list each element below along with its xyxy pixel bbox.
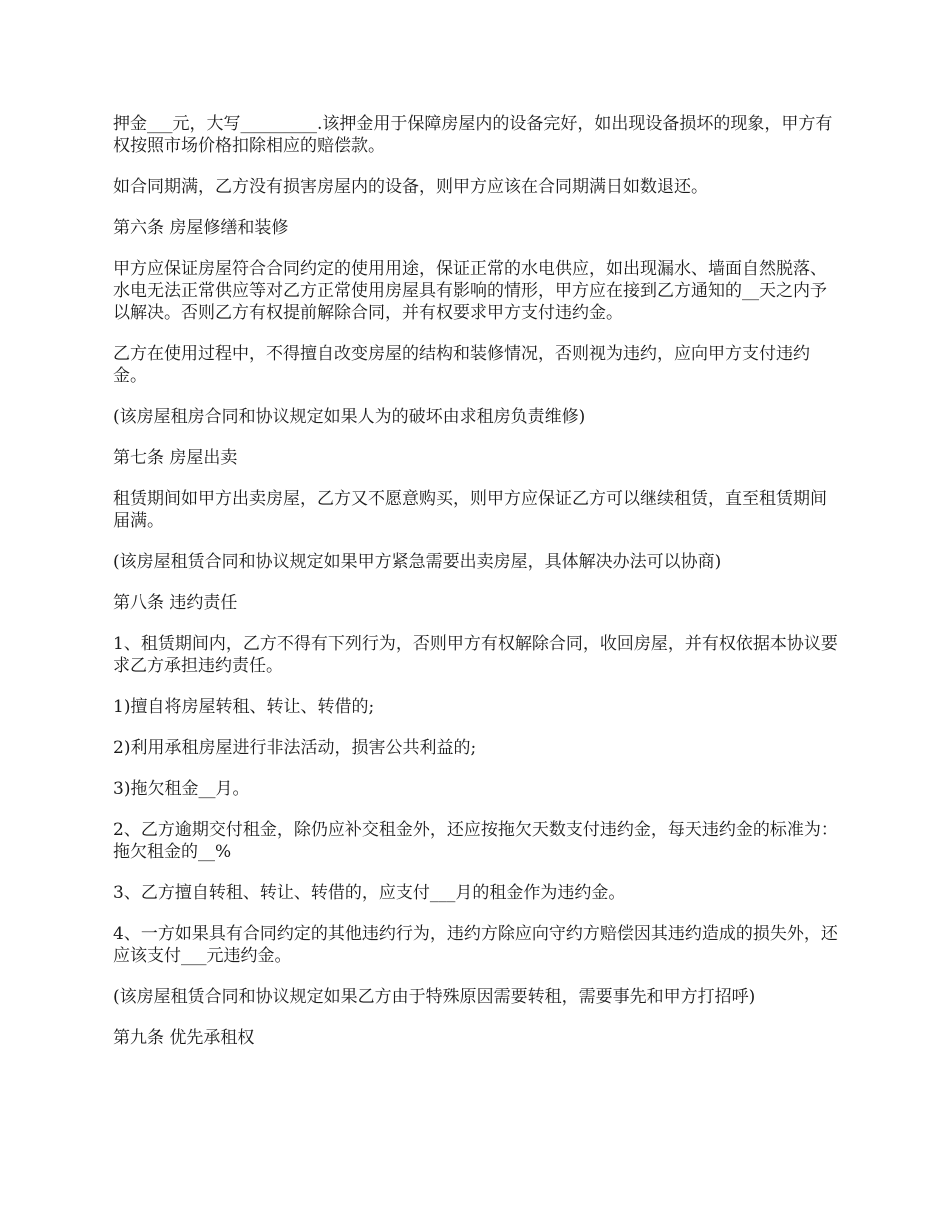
sale-paragraph: 租赁期间如甲方出卖房屋，乙方又不愿意购买，则甲方应保证乙方可以继续租赁，直至租赁期间届满。 — [113, 489, 827, 531]
article-7-heading: 第七条 房屋出卖 — [113, 448, 238, 468]
document-page — [113, 113, 843, 1068]
repair-note-paragraph: (该房屋租房合同和协议规定如果人为的破坏由求租房负责维修) — [113, 407, 586, 427]
breach-subitem-1: 1)擅自将房屋转租、转让、转借的; — [113, 697, 375, 717]
repair-obligation-paragraph: 甲方应保证房屋符合合同约定的使用用途，保证正常的水电供应，如出现漏水、墙面自然脱落、水电无法正常供应等对乙方正常使用房屋具有影响的情形，甲方应在接到乙方通知的__天之内予以解决。否则乙方有权提前解除合同，并有权要求甲方支付违约金。 — [113, 259, 827, 323]
breach-subitem-2: 2)利用承租房屋进行非法活动，损害公共利益的; — [113, 738, 477, 758]
article-8-heading: 第八条 违约责任 — [113, 593, 238, 613]
breach-item-2: 2、乙方逾期交付租金，除仍应补交租金外，还应按拖欠天数支付违约金，每天违约金的标准为：拖欠租金的__% — [113, 820, 838, 862]
deposit-refund-paragraph: 如合同期满，乙方没有损害房屋内的设备，则甲方应该在合同期满日如数退还。 — [113, 177, 708, 197]
breach-item-3: 3、乙方擅自转租、转让、转借的，应支付___月的租金作为违约金。 — [113, 883, 626, 903]
renovation-restriction-paragraph: 乙方在使用过程中，不得擅自改变房屋的结构和装修情况，否则视为违约，应向甲方支付违约金。 — [113, 344, 810, 386]
article-9-heading: 第九条 优先承租权 — [113, 1028, 255, 1048]
deposit-paragraph: 押金___元，大写_________.该押金用于保障房屋内的设备完好，如出现设备损坏的现象，甲方有权按照市场价格扣除相应的赔偿款。 — [113, 114, 833, 156]
breach-subitem-3: 3)拖欠租金__月。 — [113, 779, 250, 799]
breach-item-1: 1、租赁期间内，乙方不得有下列行为，否则甲方有权解除合同，收回房屋，并有权依据本协议要求乙方承担违约责任。 — [113, 634, 838, 676]
sublet-note-paragraph: (该房屋租赁合同和协议规定如果乙方由于特殊原因需要转租，需要事先和甲方打招呼) — [113, 987, 756, 1007]
breach-item-4: 4、一方如果具有合同约定的其他违约行为，违约方除应向守约方赔偿因其违约造成的损失外，还应该支付___元违约金。 — [113, 924, 838, 966]
sale-note-paragraph: (该房屋租赁合同和协议规定如果甲方紧急需要出卖房屋，具体解决办法可以协商) — [113, 552, 722, 572]
article-6-heading: 第六条 房屋修缮和装修 — [113, 218, 289, 238]
